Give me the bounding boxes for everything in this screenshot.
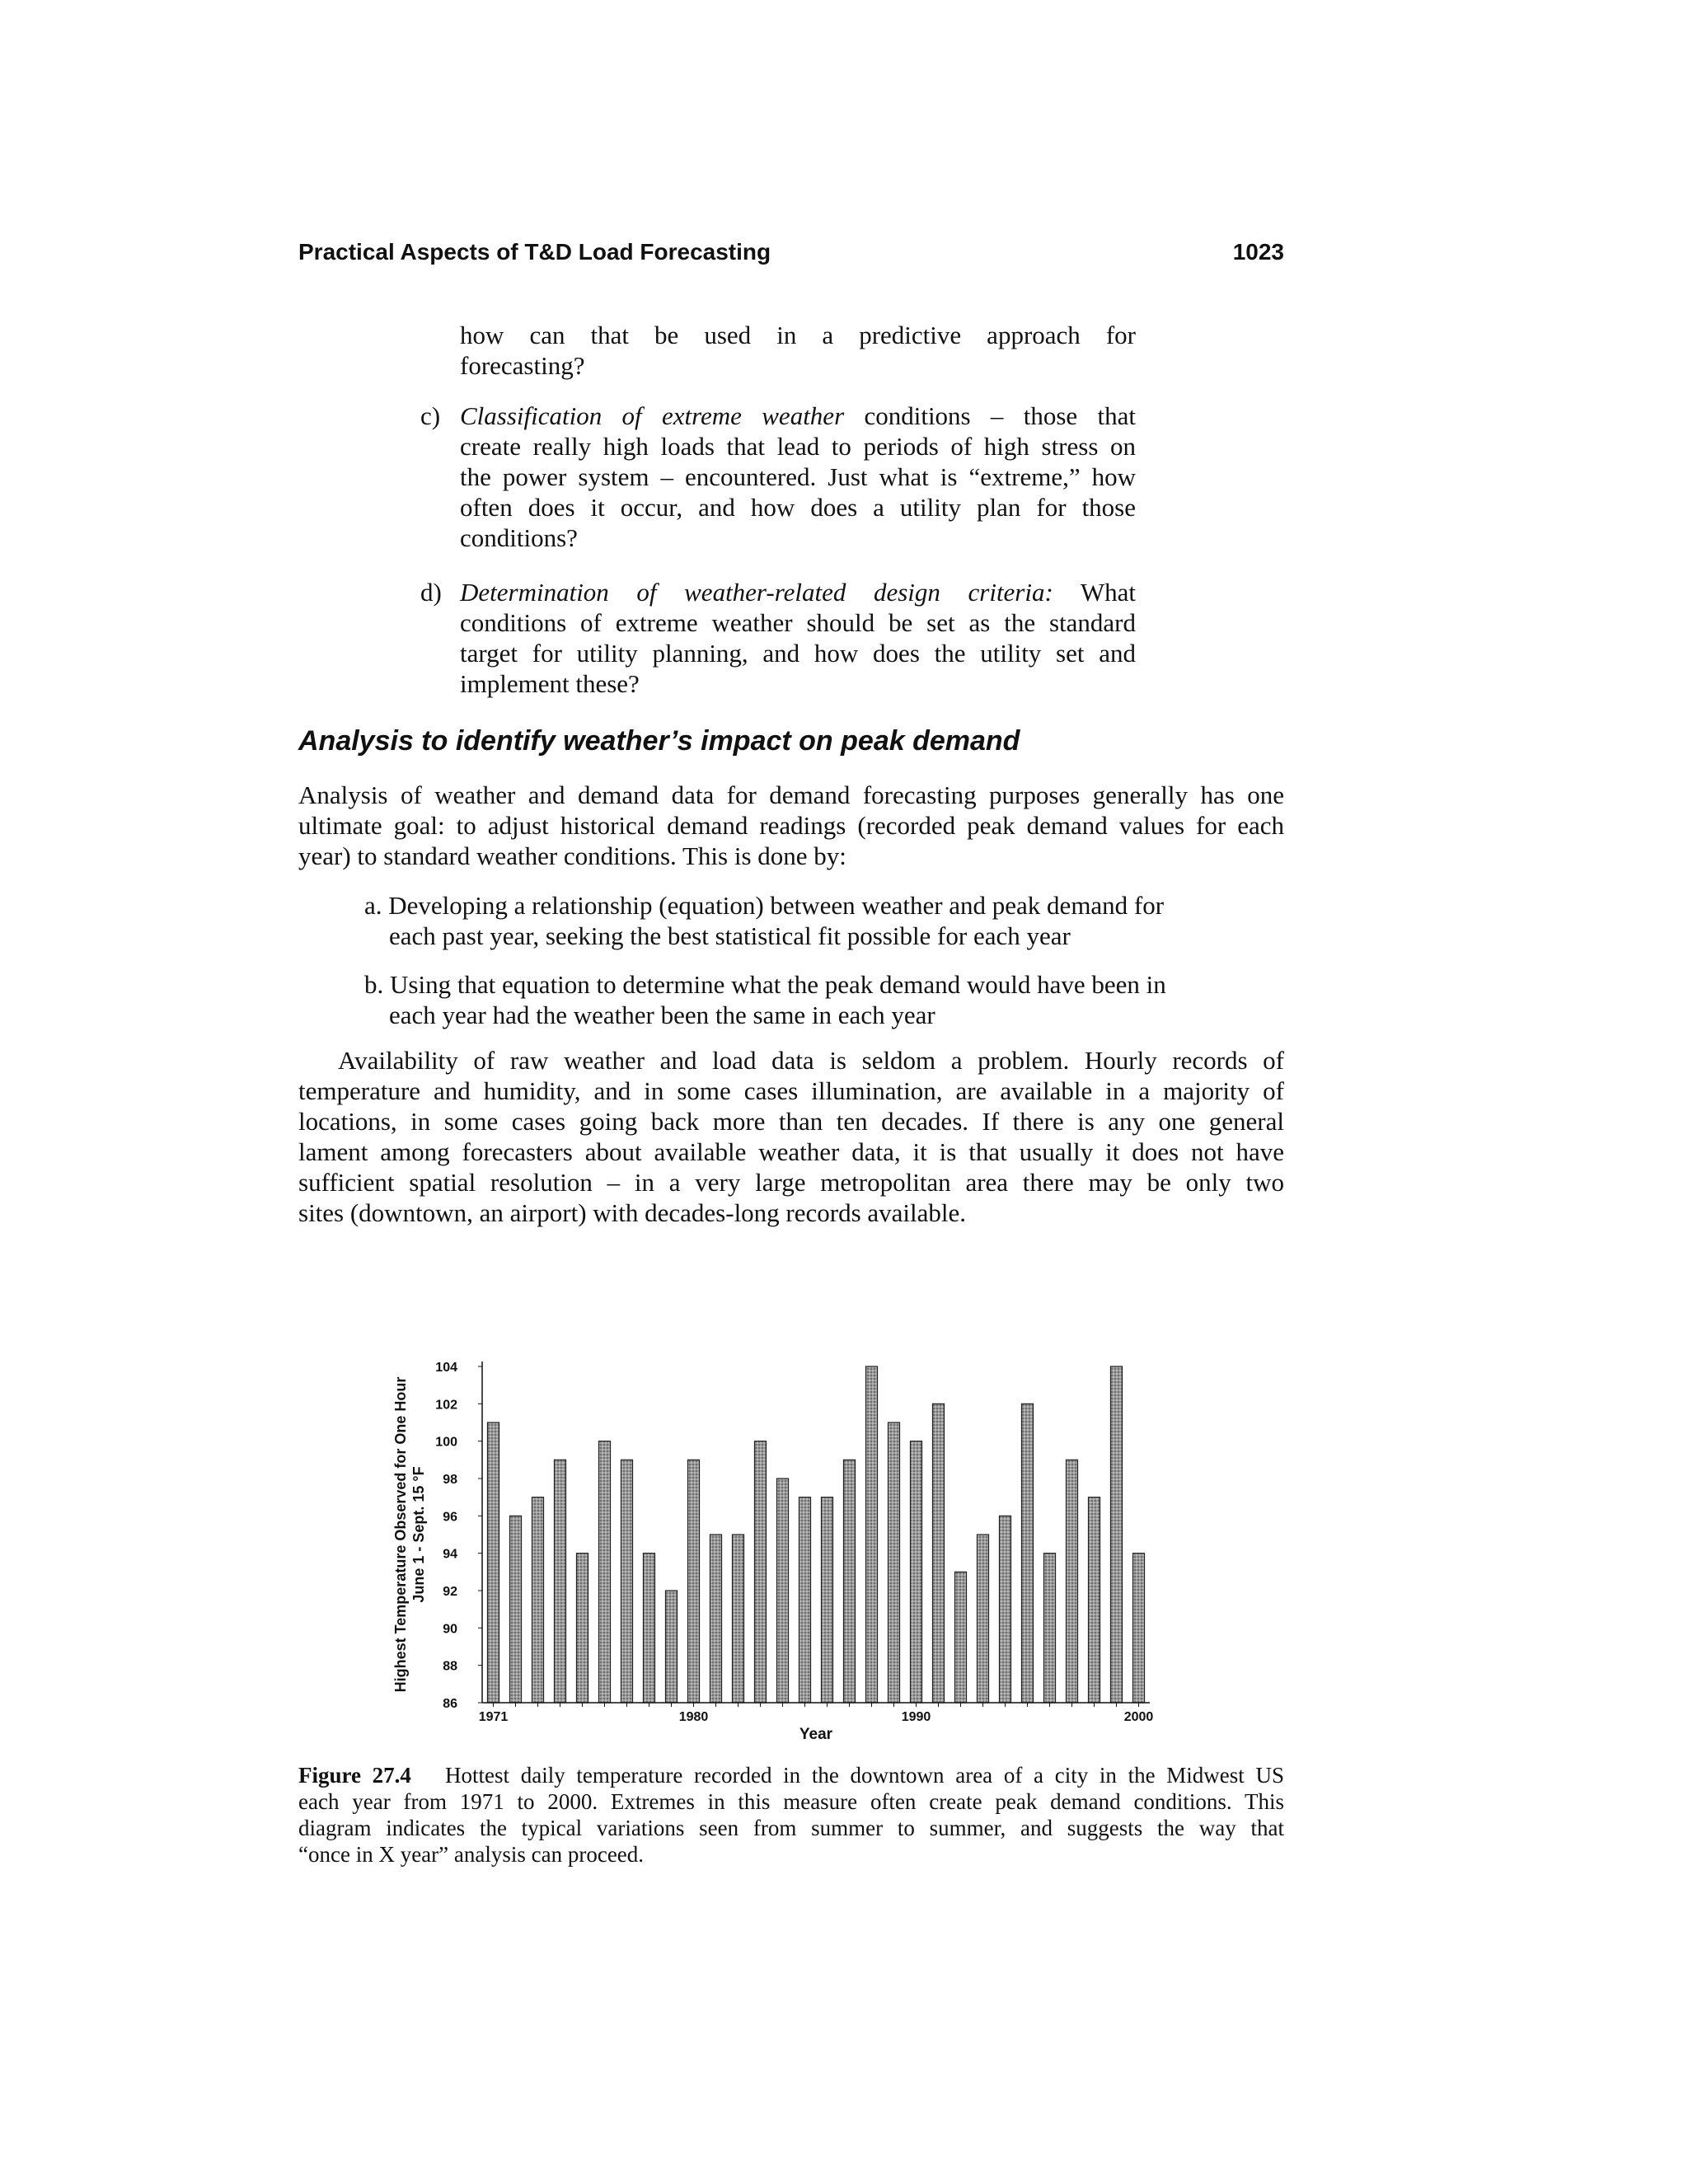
caption-line: each year from 1971 to 2000. Extremes in this measure often create peak demand conditions. This <box>298 1789 1284 1814</box>
bar-1997 <box>1066 1460 1077 1703</box>
text-line <box>460 577 1136 607</box>
bar-1990 <box>910 1441 921 1703</box>
y-tick-label: 104 <box>435 1361 457 1375</box>
y-tick-label: 90 <box>443 1622 457 1637</box>
text-line: each year had the weather been the same in each year <box>389 1001 935 1029</box>
text-line <box>460 401 1136 431</box>
list-term: Determination of weather-related design criteria: <box>460 578 1053 607</box>
caption-line: diagram indicates the typical variations seen from summer to summer, and suggests the way that <box>298 1816 1284 1840</box>
text-line: lament among forecasters about available weather data, it is that usually it does not have <box>298 1137 1284 1166</box>
y-tick-label: 102 <box>435 1398 457 1413</box>
figure-label: Figure 27.4 <box>298 1763 411 1788</box>
bar-1996 <box>1043 1554 1055 1703</box>
bar-1982 <box>732 1535 743 1703</box>
bar-1972 <box>509 1516 521 1703</box>
text-line: temperature and humidity, and in some cases illumination, are available in a majority of <box>298 1076 1284 1105</box>
bar-1995 <box>1021 1404 1033 1703</box>
x-axis-title: Year <box>799 1726 833 1739</box>
list-label: d) <box>420 578 442 607</box>
text-line: year) to standard weather conditions. This is done by: <box>298 841 846 870</box>
bar-1974 <box>554 1460 565 1703</box>
text-line: create really high loads that lead to periods of high stress on <box>460 432 1136 461</box>
bar-2000 <box>1132 1554 1144 1703</box>
y-axis-title-line2: June 1 - Sept. 15 °F <box>410 1466 427 1603</box>
bar-1976 <box>598 1441 610 1703</box>
y-tick-label: 88 <box>443 1659 457 1674</box>
bar-1988 <box>865 1366 877 1703</box>
list-item-b-continuation <box>460 320 1136 381</box>
text-line: often does it occur, and how does a utility plan for those <box>460 493 1136 522</box>
running-title: Practical Aspects of T&D Load Forecasting <box>298 239 771 265</box>
bar-1999 <box>1110 1366 1122 1703</box>
y-tick-label: 86 <box>443 1697 457 1711</box>
y-tick-label: 92 <box>443 1585 457 1599</box>
step-b <box>364 969 1213 1030</box>
text-line: sites (downtown, an airport) with decades-long records available. <box>298 1198 967 1227</box>
text-line: forecasting? <box>460 351 585 380</box>
text-line: implement these? <box>460 669 640 698</box>
bar-1998 <box>1088 1497 1100 1703</box>
section-heading: Analysis to identify weather’s impact on peak demand <box>298 725 1020 757</box>
y-axis-title-line1: Highest Temperature Observed for One Hour <box>392 1376 409 1693</box>
intro-paragraph <box>298 780 1284 871</box>
bar-series <box>487 1366 1144 1703</box>
list-label: c) <box>420 401 441 430</box>
x-tick-label: 1971 <box>478 1710 509 1724</box>
y-tick-label: 96 <box>443 1510 457 1525</box>
bar-1987 <box>843 1460 855 1703</box>
bar-1971 <box>487 1422 499 1703</box>
availability-paragraph <box>298 1045 1284 1228</box>
text-line: ultimate goal: to adjust historical demand readings (recorded peak demand values for each <box>298 811 1284 840</box>
text-line: Availability of raw weather and load data is seldom a problem. Hourly records of <box>338 1046 1284 1075</box>
bar-1991 <box>932 1404 944 1703</box>
y-axis-ticks <box>435 1361 482 1711</box>
text-line: b. Using that equation to determine what the peak demand would have been in <box>364 970 1166 999</box>
list-item-c <box>420 401 1136 553</box>
y-tick-label: 94 <box>443 1547 457 1562</box>
text-line: each past year, seeking the best statistical fit possible for each year <box>389 921 1071 950</box>
x-tick-label: 2000 <box>1123 1710 1154 1724</box>
text-line: conditions? <box>460 523 578 552</box>
text-line: a. Developing a relationship (equation) between weather and peak demand for <box>364 891 1165 920</box>
y-tick-label: 98 <box>443 1473 457 1487</box>
y-tick-label: 100 <box>435 1435 457 1450</box>
text-run: What <box>1053 578 1136 607</box>
bar-1975 <box>576 1554 588 1703</box>
bar-1984 <box>776 1479 788 1703</box>
caption-text: Hottest daily temperature recorded in the downtown area of a city in the Midwest US <box>445 1763 1284 1788</box>
step-a <box>364 890 1213 951</box>
list-item-d <box>420 577 1136 699</box>
chart-canvas <box>379 1352 1170 1739</box>
bar-1978 <box>643 1554 654 1703</box>
text-line: sufficient spatial resolution – in a very large metropolitan area there may be only two <box>298 1168 1284 1197</box>
bar-1986 <box>821 1497 832 1703</box>
y-axis-title <box>392 1377 427 1693</box>
page-number: 1023 <box>1232 239 1284 265</box>
text-line: how can that be used in a predictive approach for <box>460 321 1136 349</box>
bar-1985 <box>799 1497 810 1703</box>
x-tick-label: 1990 <box>901 1710 931 1724</box>
bar-1973 <box>532 1497 543 1703</box>
text-line: locations, in some cases going back more than ten decades. If there is any one general <box>298 1107 1284 1136</box>
bar-1981 <box>710 1535 721 1703</box>
figure-caption <box>298 1762 1284 1868</box>
x-axis-ticks <box>479 1703 1154 1724</box>
bar-1992 <box>954 1572 966 1703</box>
x-tick-label: 1980 <box>678 1710 709 1724</box>
bar-1994 <box>999 1516 1010 1703</box>
text-line: Analysis of weather and demand data for demand forecasting purposes generally has one <box>298 780 1284 809</box>
bar-1989 <box>888 1422 899 1703</box>
bar-1979 <box>665 1591 677 1703</box>
caption-line: “once in X year” analysis can proceed. <box>298 1842 645 1867</box>
caption-line <box>298 1762 1284 1788</box>
text-line: target for utility planning, and how does the utility set and <box>460 639 1136 668</box>
bar-1980 <box>687 1460 699 1703</box>
bar-1993 <box>977 1535 988 1703</box>
text-run: conditions – those that <box>844 401 1136 430</box>
list-term: Classification of extreme weather <box>460 401 845 430</box>
running-head <box>298 239 1284 275</box>
temperature-bar-chart <box>379 1352 1170 1739</box>
text-line: conditions of extreme weather should be set as the standard <box>460 608 1136 637</box>
bar-1977 <box>621 1460 632 1703</box>
text-line: the power system – encountered. Just what is “extreme,” how <box>460 462 1136 491</box>
bar-1983 <box>754 1441 766 1703</box>
